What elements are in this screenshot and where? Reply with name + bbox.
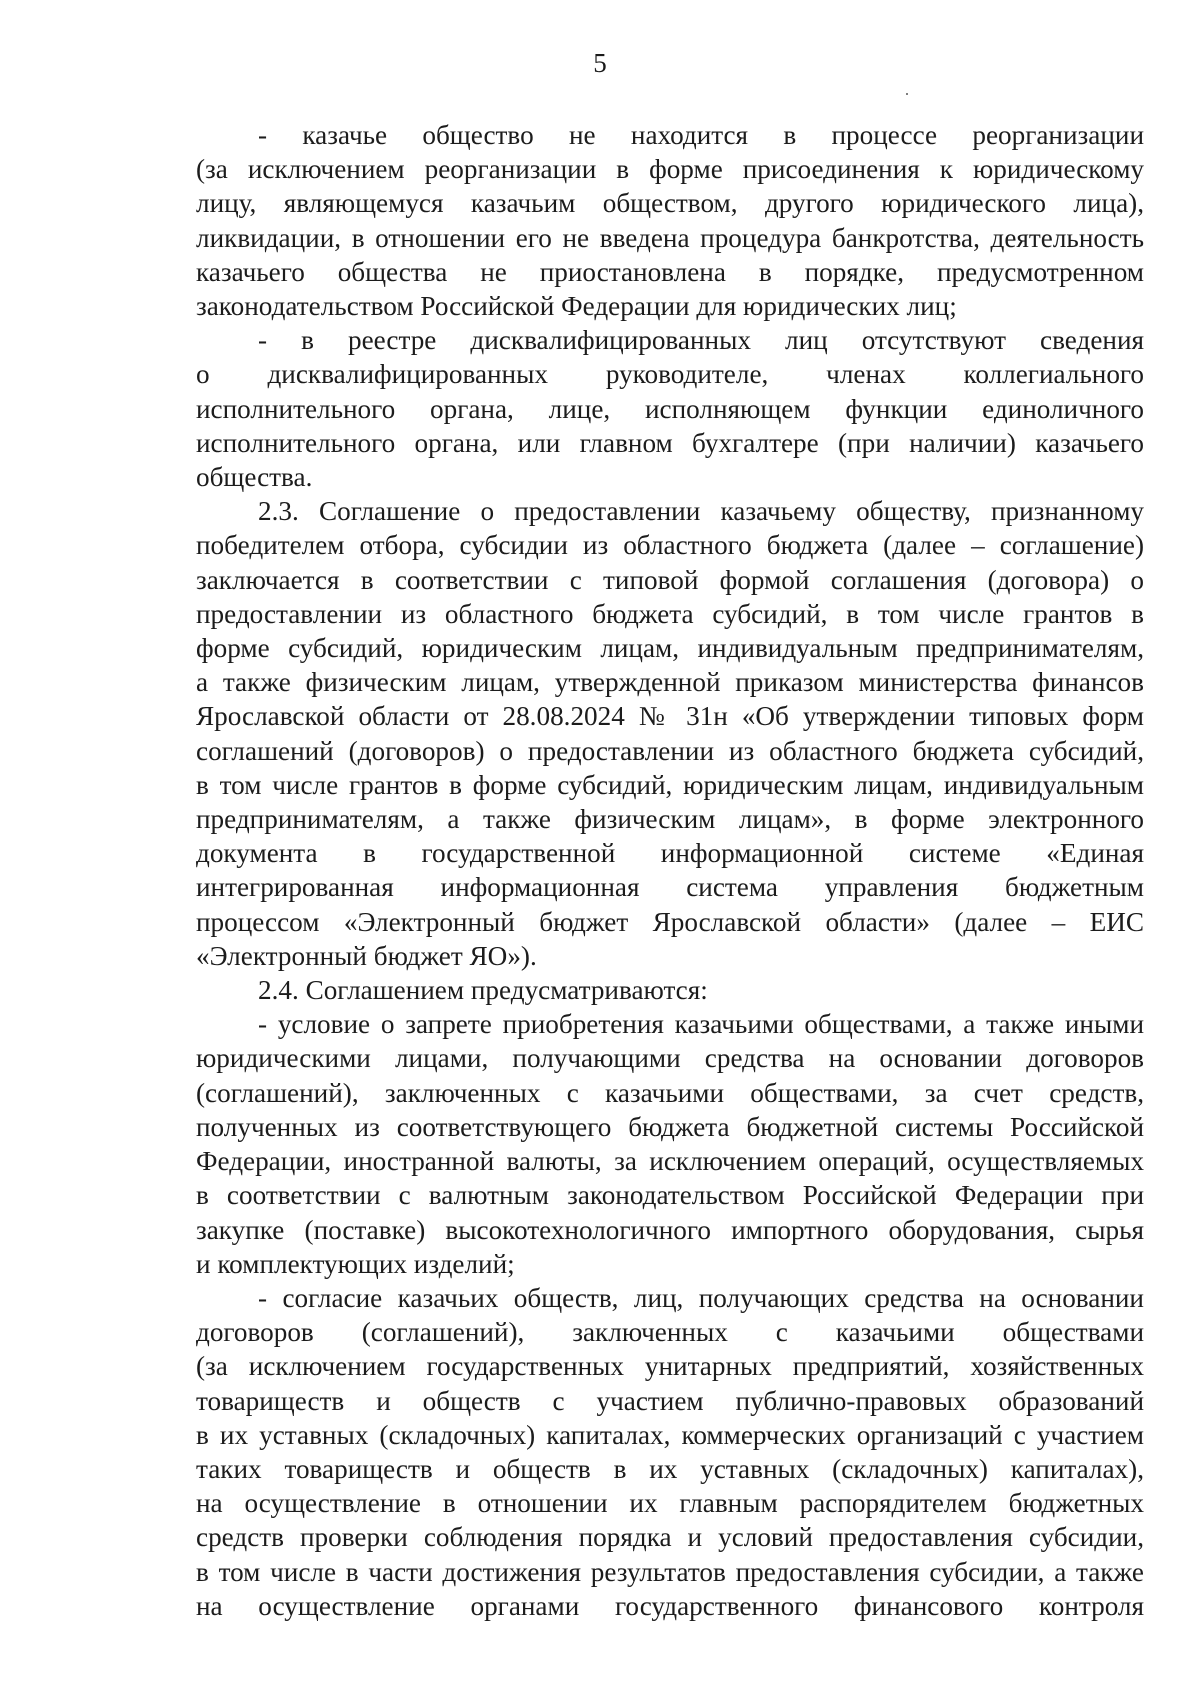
paragraph-line: закупке (поставке) высокотехнологичного импортного оборудования, сырья: [196, 1214, 1144, 1245]
paragraph-line: интегрированная информационная система управления бюджетным: [196, 872, 1144, 903]
paragraph-line: в соответствии с валютным законодательством Российской Федерации при: [196, 1180, 1144, 1211]
paragraph-line: (за исключением реорганизации в форме присоединения к юридическому: [196, 154, 1144, 185]
paragraph-line: «Электронный бюджет ЯО»).: [196, 940, 537, 971]
document-body: [196, 118, 1144, 1623]
paragraph-line: - казачье общество не находится в процессе реорганизации: [258, 120, 1144, 150]
paragraph-line: в том числе в части достижения результатов предоставления субсидии, а также: [196, 1556, 1144, 1587]
paragraph-line: средств проверки соблюдения порядка и условий предоставления субсидии,: [196, 1522, 1144, 1553]
paragraph-consent-to-audit: [196, 1281, 1144, 1623]
paragraph-line: Федерации, иностранной валюты, за исключением операций, осуществляемых: [196, 1146, 1144, 1177]
paragraph-line: победителем отбора, субсидии из областного бюджета (далее – соглашение): [196, 530, 1144, 561]
paragraph-line: форме субсидий, юридическим лицам, индивидуальным предпринимателям,: [196, 633, 1144, 664]
paragraph-cossack-society-not-reorganizing: [196, 118, 1144, 323]
paragraph-line: Ярославской области от 28.08.2024 № 31н «Об утверждении типовых форм: [196, 701, 1144, 732]
paragraph-line: процессом «Электронный бюджет Ярославской области» (далее – ЕИС: [196, 906, 1144, 937]
paragraph-line: и комплектующих изделий;: [196, 1248, 515, 1279]
paragraph-line: товариществ и обществ с участием публично-правовых образований: [196, 1385, 1144, 1416]
paragraph-line: таких товариществ и обществ в их уставных (складочных) капиталах),: [196, 1453, 1144, 1484]
page-number: 5: [593, 48, 607, 78]
paragraph-line: казачьего общества не приостановлена в порядке, предусмотренном: [196, 256, 1144, 287]
paragraph-line: - условие о запрете приобретения казачьими обществами, а также иными: [258, 1009, 1144, 1040]
paragraph-line: ликвидации, в отношении его не введена процедура банкротства, деятельность: [196, 222, 1144, 253]
paragraph-line: законодательством Российской Федерации для юридических лиц;: [196, 291, 957, 322]
paragraph-line: в их уставных (складочных) капиталах, коммерческих организаций с участием: [196, 1419, 1144, 1450]
paragraph-line: на осуществление органами государственного финансового контроля: [196, 1590, 1144, 1621]
paragraph-line: исполнительного органа, лице, исполняющем функции единоличного: [196, 393, 1144, 424]
paragraph-line: исполнительного органа, или главном бухгалтере (при наличии) казачьего: [196, 427, 1144, 458]
scan-speck: [906, 93, 908, 95]
paragraph-line: 2.3. Соглашение о предоставлении казачьему обществу, признанному: [258, 496, 1144, 527]
paragraph-line: полученных из соответствующего бюджета бюджетной системы Российской: [196, 1111, 1144, 1142]
paragraph-line: на осуществление в отношении их главным распорядителем бюджетных: [196, 1488, 1144, 1519]
paragraph-line: - в реестре дисквалифицированных лиц отсутствуют сведения: [258, 325, 1144, 356]
paragraph-line: юридическими лицами, получающими средства на основании договоров: [196, 1043, 1144, 1074]
paragraph-section-2-4: [196, 973, 1144, 1007]
paragraph-disqualified-persons-registry: [196, 323, 1144, 494]
paragraph-line: 2.4. Соглашением предусматриваются:: [258, 975, 708, 1006]
paragraph-line: - согласие казачьих обществ, лиц, получающих средства на основании: [258, 1282, 1144, 1313]
paragraph-line: лицу, являющемуся казачьим обществом, другого юридического лица),: [196, 188, 1144, 219]
paragraph-line: (за исключением государственных унитарных предприятий, хозяйственных: [196, 1351, 1144, 1382]
paragraph-line: заключается в соответствии с типовой формой соглашения (договора) о: [196, 564, 1144, 595]
paragraph-line: общества.: [196, 462, 313, 493]
paragraph-line: документа в государственной информационной системе «Единая: [196, 838, 1144, 869]
paragraph-line: договоров (соглашений), заключенных с казачьими обществами: [196, 1317, 1144, 1348]
paragraph-line: (соглашений), заключенных с казачьими обществами, за счет средств,: [196, 1077, 1144, 1108]
paragraph-line: в том числе грантов в форме субсидий, юридическим лицам, индивидуальным: [196, 769, 1144, 800]
paragraph-line: о дисквалифицированных руководителе, членах коллегиального: [196, 359, 1144, 390]
paragraph-line: соглашений (договоров) о предоставлении из областного бюджета субсидий,: [196, 735, 1144, 766]
paragraph-line: предоставлении из областного бюджета субсидий, в том числе грантов в: [196, 598, 1144, 629]
paragraph-section-2-3: [196, 494, 1144, 973]
paragraph-currency-purchase-ban: [196, 1007, 1144, 1281]
paragraph-line: предпринимателям, а также физическим лицам», в форме электронного: [196, 804, 1144, 835]
paragraph-line: а также физическим лицам, утвержденной приказом министерства финансов: [196, 667, 1144, 698]
